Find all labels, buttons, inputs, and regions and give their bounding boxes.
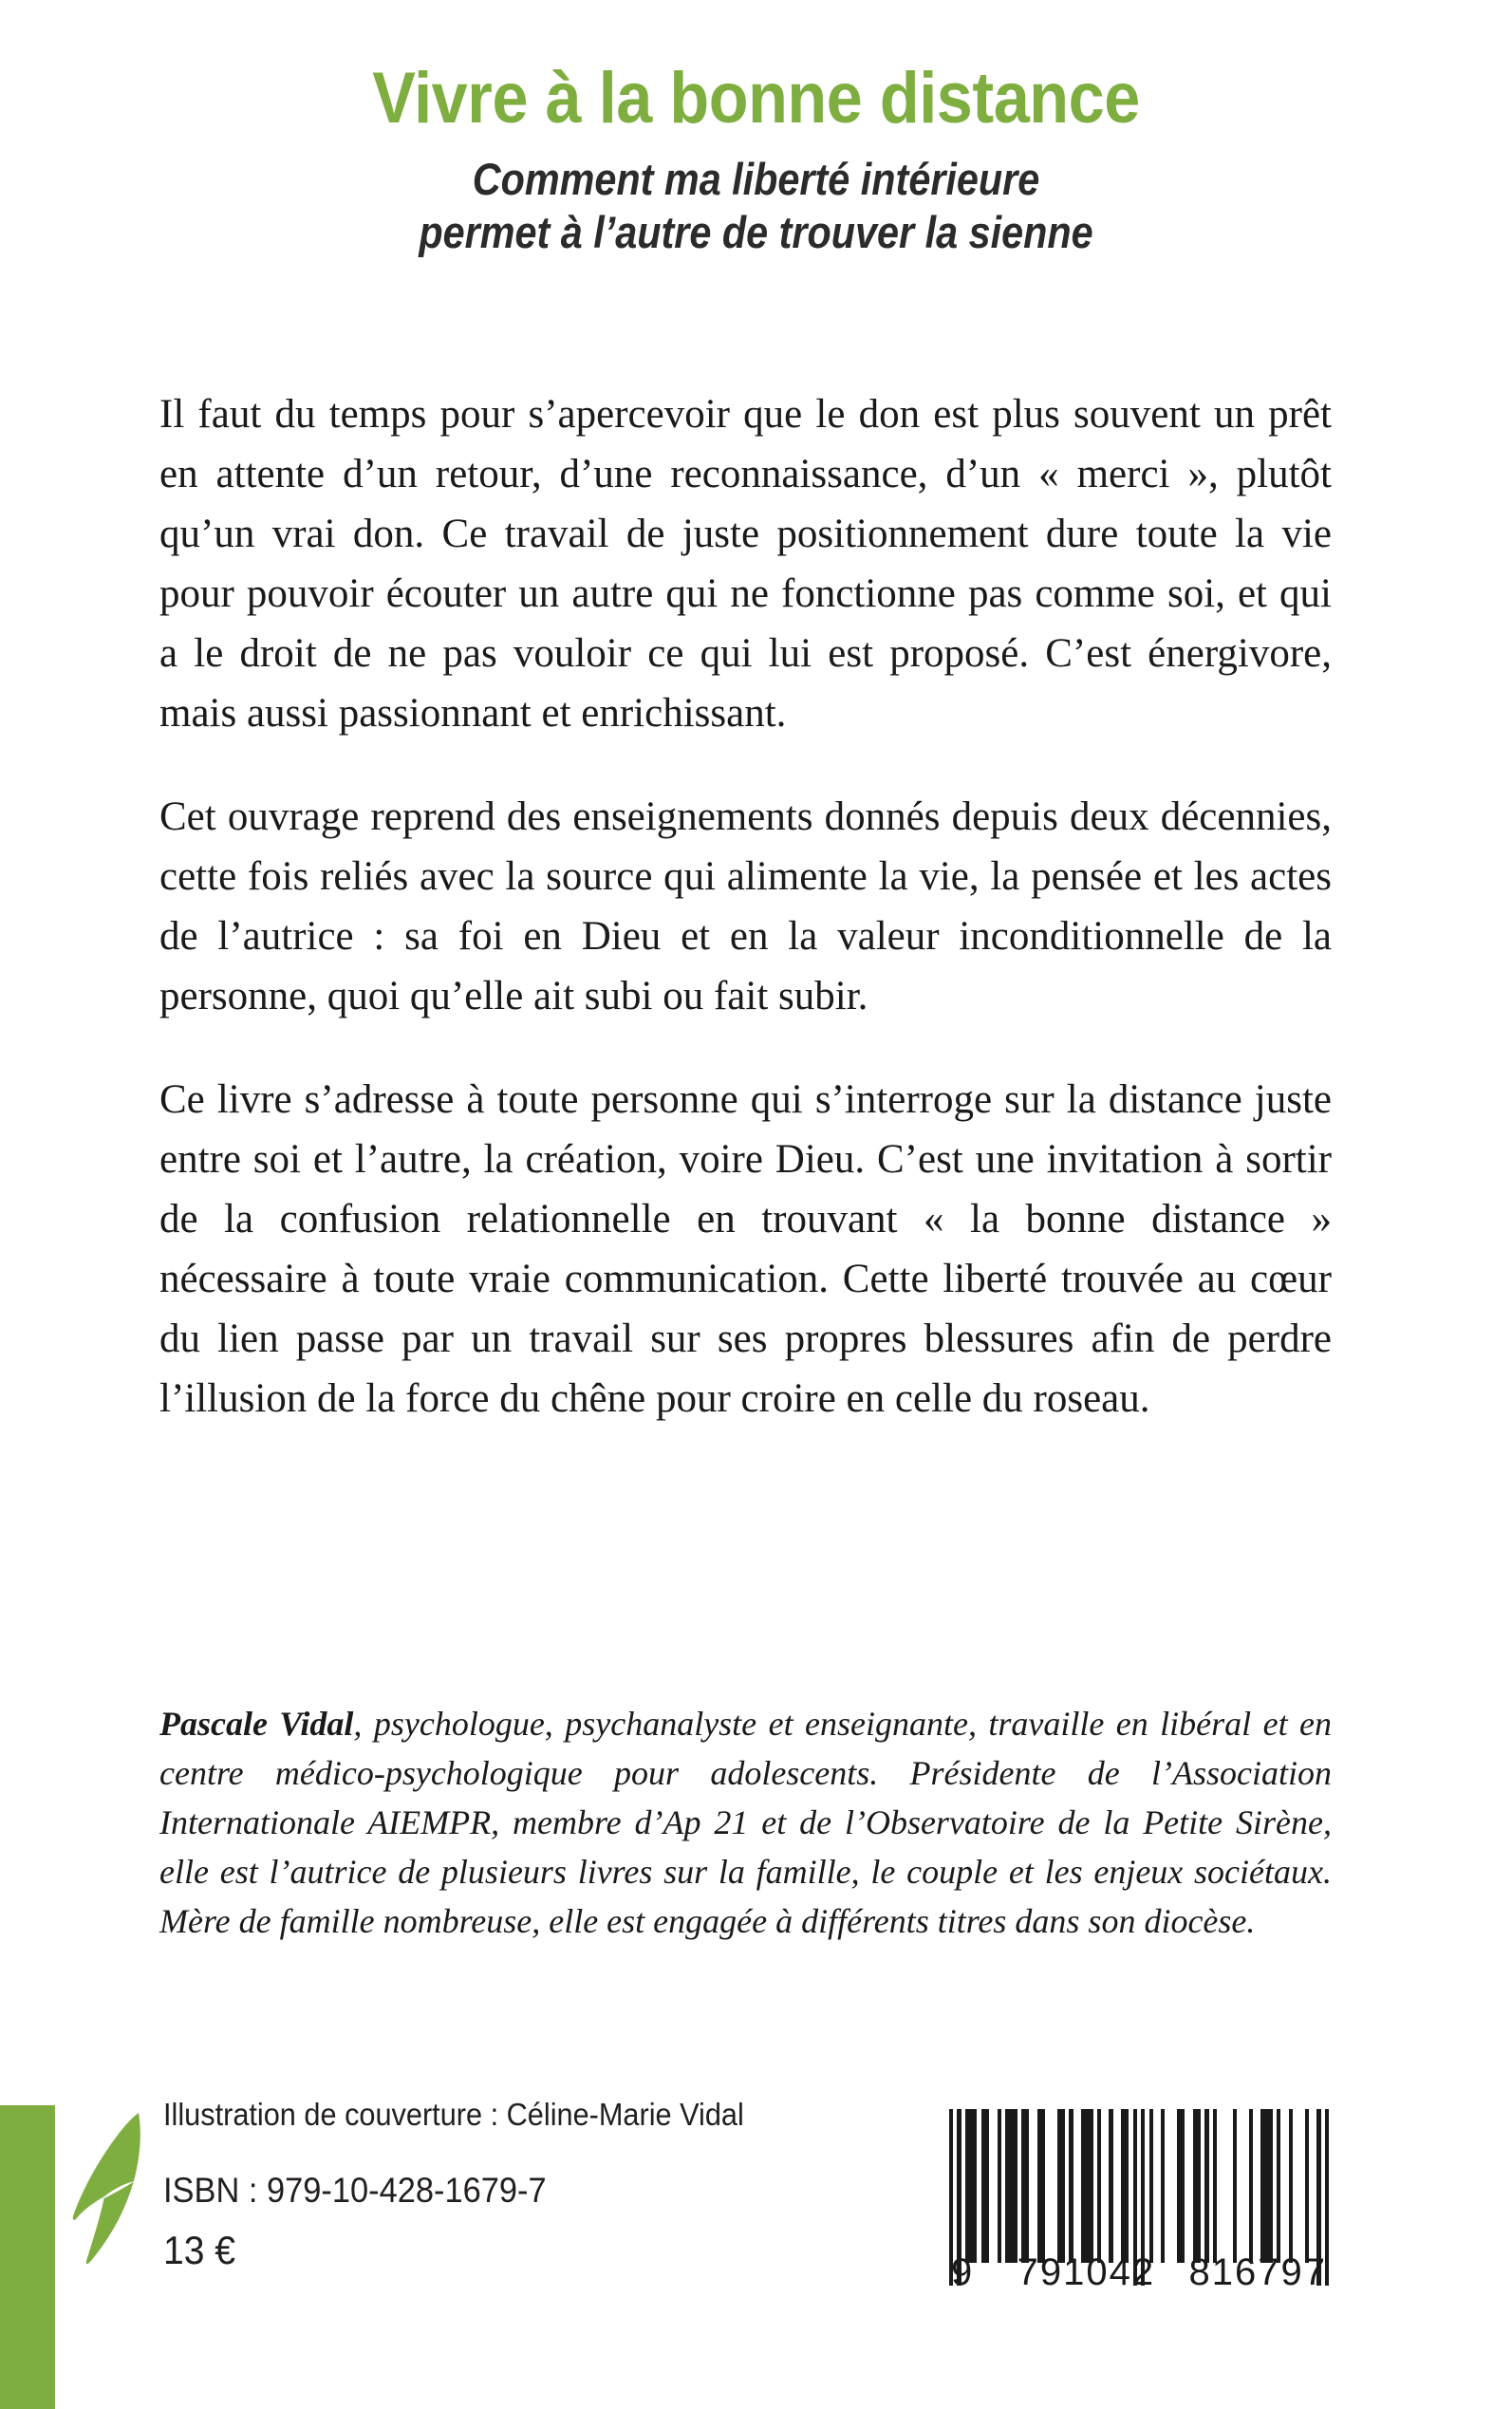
author-bio-text: , psychologue, psychanalyste et enseignante, travaille en libéral et en centre médico-psychologique pour adolescents. Présidente de l’Association Internationale AIEMPR, membre d’Ap 21 et de l’Observatoire de la Petite Sirène, elle est l’autrice de plusieurs livres sur la famille, le couple et les enjeux sociétaux. Mère de famille nombreuse, elle est engagée à différents titres dans son diocèse.: [159, 1705, 1332, 1940]
footer-meta: [163, 2096, 942, 2274]
barcode-digit-group-left: 791042: [1017, 2251, 1156, 2293]
isbn-label: ISBN : 979-10-428-1679-7: [163, 2171, 547, 2210]
cover-illustration-credit: Illustration de couverture : Céline-Marie Vidal: [163, 2097, 744, 2132]
feather-quill-icon: [72, 2109, 152, 2270]
isbn-barcode: [949, 2109, 1329, 2337]
blurb-paragraph-1: Il faut du temps pour s’apercevoir que le don est plus souvent un prêt en attente d’un retour, d’une reconnaissance, d’un « merci », plutôt qu’un vrai don. Ce travail de juste positionnement dure toute la vie pour pouvoir écouter un autre qui ne fonctionne pas comme soi, et qui a le droit de ne pas vouloir ce qui lui est proposé. C’est énergivore, mais aussi passionnant et enrichissant.: [159, 392, 1332, 736]
barcode-digit-group-right: 816797: [1188, 2251, 1327, 2293]
barcode-digits: [949, 2251, 1329, 2294]
book-subtitle-line-2: permet à l’autre de trouver la sienne: [419, 207, 1093, 257]
cover-header: [0, 59, 1512, 258]
page-title: Vivre à la bonne distance: [372, 58, 1140, 139]
price-label: 13 €: [163, 2228, 236, 2272]
barcode-bars: [949, 2109, 1329, 2263]
blurb-paragraph-2: Cet ouvrage reprend des enseignements donnés depuis deux décennies, cette fois reliés avec la source qui alimente la vie, la pensée et les actes de l’autrice : sa foi en Dieu et en la valeur inconditionnelle de la personne, quoi qu’elle ait subi ou fait subir.: [159, 794, 1332, 1018]
blurb-text: [159, 384, 1332, 1429]
author-name: Pascale Vidal: [159, 1705, 354, 1743]
brand-color-bar: [0, 2105, 55, 2409]
book-subtitle-line-1: Comment ma liberté intérieure: [472, 154, 1040, 204]
blurb-paragraph-3: Ce livre s’adresse à toute personne qui s’interroge sur la distance juste entre soi et l’autre, la création, voire Dieu. C’est une invitation à sortir de la confusion relationnelle en trouvant « la bonne distance » nécessaire à toute vraie communication. Cette liberté trouvée au cœur du lien passe par un travail sur ses propres blessures afin de perdre l’illusion de la force du chêne pour croire en celle du roseau.: [159, 1077, 1332, 1421]
barcode-digit-lead: 9: [951, 2251, 975, 2293]
author-bio: [159, 1699, 1332, 1946]
